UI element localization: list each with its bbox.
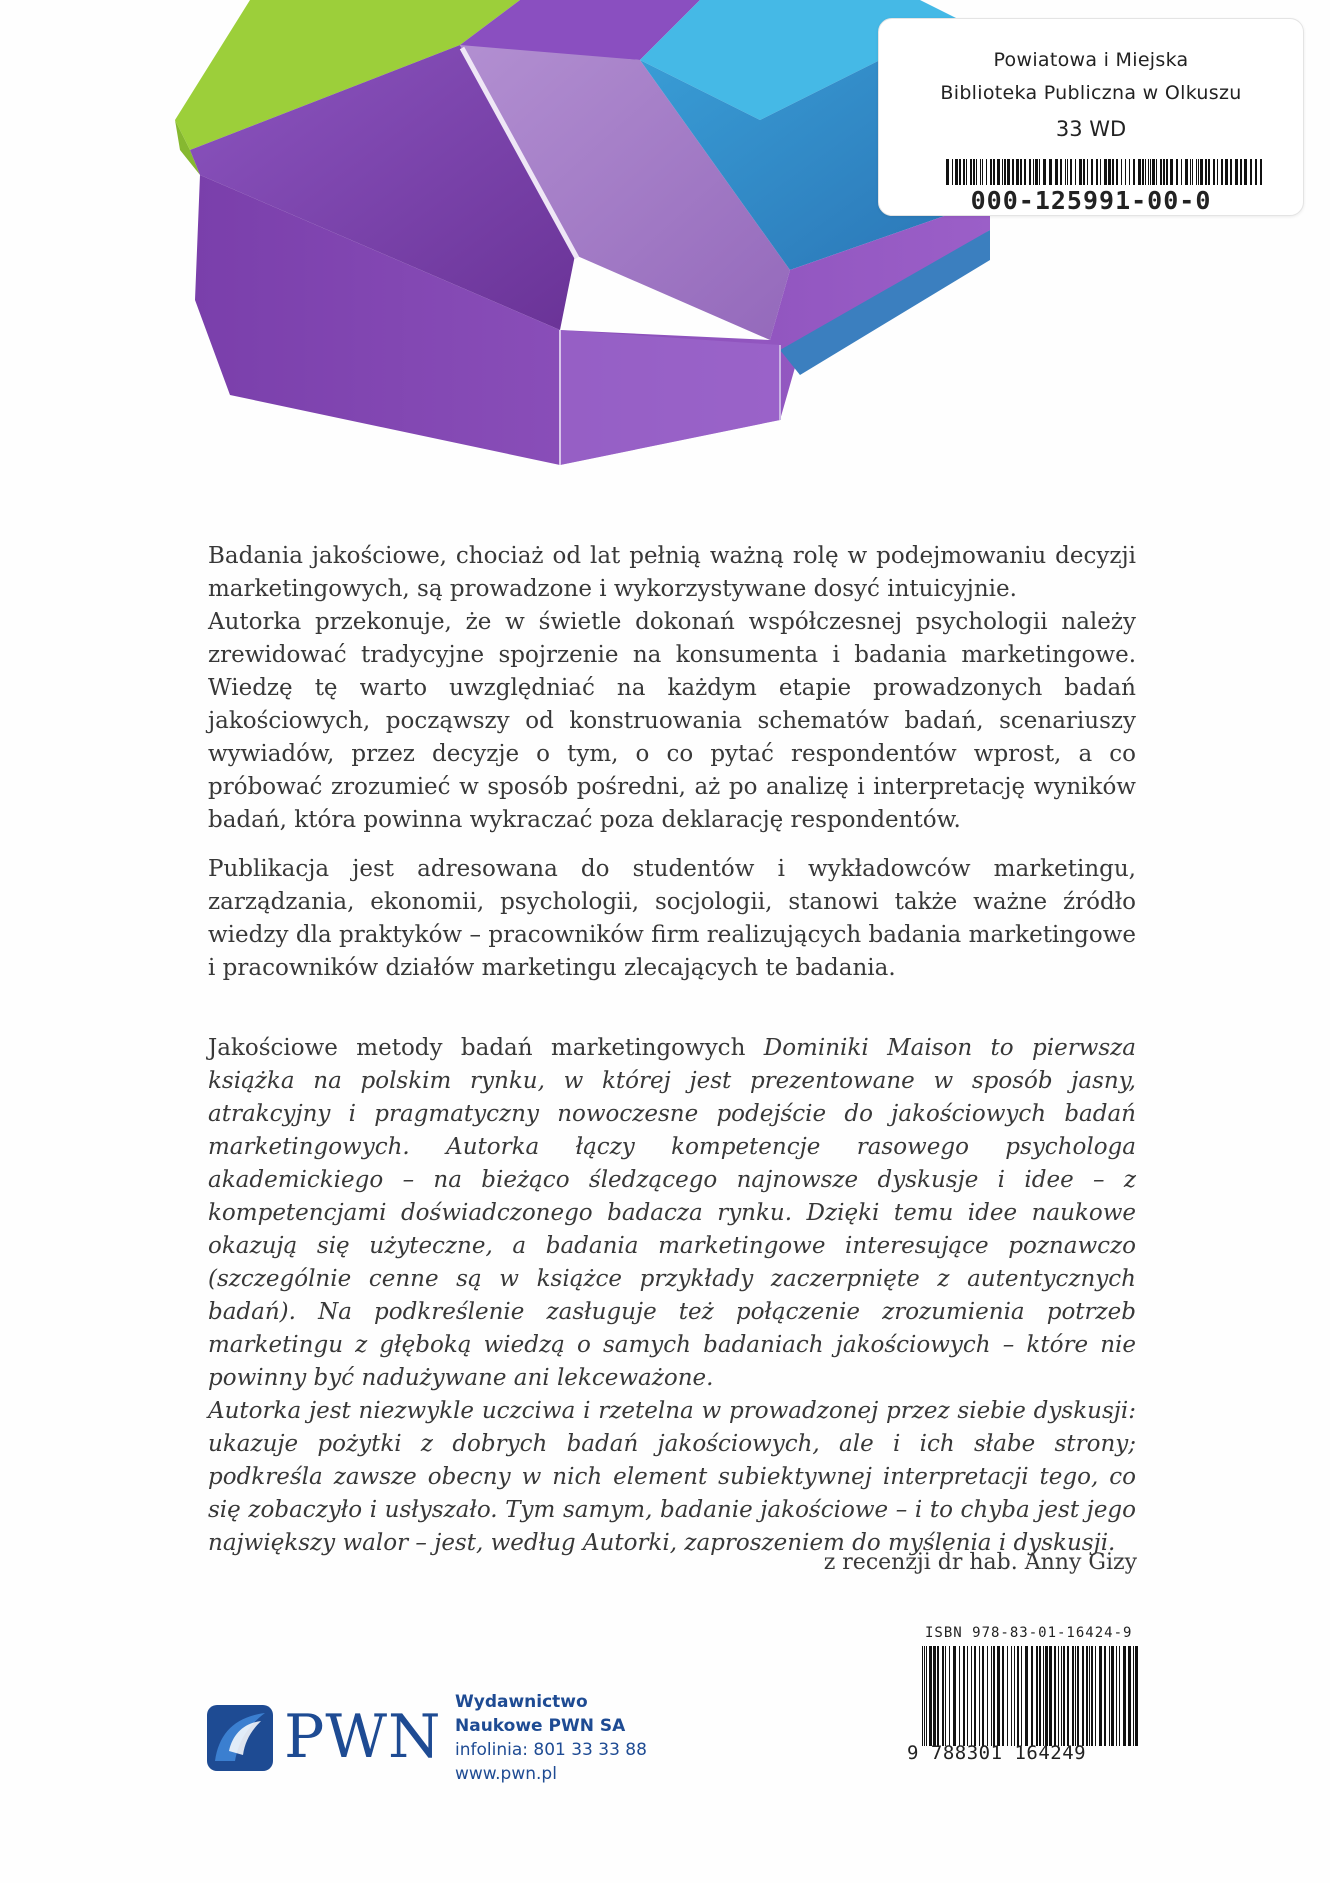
- barcode-bar: [924, 1646, 925, 1746]
- barcode-bar: [963, 1646, 965, 1746]
- barcode-bar: [1108, 159, 1111, 185]
- barcode-bar: [1043, 1646, 1044, 1746]
- barcode-bar: [1145, 159, 1146, 185]
- barcode-bar: [1007, 159, 1010, 185]
- barcode-bar: [1163, 159, 1165, 185]
- barcode-bar: [1002, 159, 1003, 185]
- review-paragraph-1: [208, 1032, 1136, 1395]
- barcode-bar: [1083, 159, 1085, 185]
- barcode-bar: [1121, 159, 1122, 185]
- library-name-line2: Biblioteka Publiczna w Olkuszu: [940, 82, 1242, 104]
- barcode-bar: [1007, 1646, 1008, 1746]
- barcode-bar: [1011, 1646, 1012, 1746]
- barcode-bar: [963, 159, 965, 185]
- barcode-bar: [1075, 159, 1076, 185]
- barcode-bar: [926, 1646, 927, 1746]
- barcode-bar: [1260, 159, 1262, 185]
- barcode-bar: [1217, 159, 1218, 185]
- barcode-bar: [1086, 1646, 1088, 1746]
- barcode-bar: [1123, 1646, 1126, 1746]
- barcode-bar: [1192, 159, 1193, 185]
- barcode-bar: [1148, 159, 1149, 185]
- barcode-bar: [1014, 1646, 1015, 1746]
- barcode-bar: [1061, 1646, 1062, 1746]
- barcode-bar: [1244, 159, 1247, 185]
- barcode-bar: [1205, 159, 1207, 185]
- publisher-website: www.pwn.pl: [455, 1764, 557, 1784]
- barcode-bar: [1035, 159, 1038, 185]
- barcode-bar: [967, 1646, 968, 1746]
- barcode-bar: [1049, 1646, 1052, 1746]
- barcode-bar: [970, 159, 972, 185]
- barcode-bar: [1185, 159, 1188, 185]
- barcode-bar: [955, 159, 958, 185]
- barcode-bar: [1043, 159, 1046, 185]
- library-name-line1: Powiatowa i Miejska: [993, 49, 1189, 71]
- description-paragraph-2: Autorka przekonuje, że w świetle dokonań współczesnej psychologii należy zrewidować tradycyjne spojrzenie na konsumenta i badania marketingowe. Wiedzę tę warto uwzględniać na każdym etapie prowadzonych badań jakościowych, począwszy od konstruowania schematów badań, scenariuszy wywiadów, przez decyzje o tym, o co pytać respondentów wprost, a co próbować zrozumieć w sposób pośredni, aż po analizę i interpretację wyników badań, która powinna wykraczać poza deklarację respondentów.: [208, 609, 1136, 833]
- review-signature: z recenzji dr hab. Anny Gizy: [823, 1550, 1137, 1575]
- barcode-bar: [1021, 1646, 1022, 1746]
- barcode-bar: [1128, 1646, 1131, 1746]
- barcode-bar: [1100, 159, 1101, 185]
- barcode-bar: [976, 159, 977, 185]
- barcode-bar: [1082, 1646, 1084, 1746]
- isbn-digits: 9 788301 164249: [907, 1742, 1087, 1764]
- barcode-bar: [1125, 159, 1126, 185]
- review-book-title: Jakościowe metody badań marketingowych: [208, 1035, 746, 1061]
- barcode-bar: [1198, 159, 1199, 185]
- barcode-bar: [1176, 159, 1178, 185]
- barcode-bar: [990, 159, 992, 185]
- description-paragraph-1: Badania jakościowe, chociaż od lat pełnią ważną rolę w podejmowaniu decyzji marketingowych, są prowadzone i wykorzystywane dosyć intuicyjnie.: [208, 543, 1136, 602]
- publisher-line-1: Wydawnictwo: [455, 1692, 588, 1712]
- review-text: [208, 1032, 1136, 1560]
- barcode-bar: [1020, 159, 1022, 185]
- barcode-bar: [1135, 1646, 1138, 1746]
- barcode-bar: [982, 1646, 984, 1746]
- isbn-barcode: [922, 1646, 1138, 1754]
- barcode-bar: [1119, 1646, 1120, 1746]
- barcode-bar: [949, 1646, 950, 1746]
- barcode-bar: [1213, 159, 1215, 185]
- barcode-bar: [942, 1646, 944, 1746]
- barcode-bar: [991, 1646, 992, 1746]
- barcode-bar: [1190, 159, 1191, 185]
- barcode-bar: [1033, 159, 1034, 185]
- barcode-bar: [1089, 1646, 1090, 1746]
- barcode-bar: [993, 159, 995, 185]
- barcode-bar: [1235, 159, 1238, 185]
- barcode-bar: [1099, 1646, 1102, 1746]
- barcode-bar: [1025, 1646, 1028, 1746]
- barcode-bar: [1024, 159, 1026, 185]
- barcode-bar: [1065, 159, 1066, 185]
- barcode-bar: [1075, 1646, 1076, 1746]
- barcode-bar: [946, 159, 949, 185]
- barcode-bar: [1070, 159, 1072, 185]
- barcode-bar: [1036, 1646, 1038, 1746]
- barcode-bar: [1255, 159, 1257, 185]
- barcode-bar: [1129, 159, 1130, 185]
- barcode-bar: [959, 1646, 960, 1746]
- barcode-bar: [1250, 159, 1252, 185]
- barcode-bar: [1091, 1646, 1093, 1746]
- barcode-bar: [1045, 1646, 1048, 1746]
- barcode-bar: [1067, 1646, 1069, 1746]
- barcode-bar: [1116, 159, 1118, 185]
- barcode-bar: [1060, 159, 1062, 185]
- barcode-bar: [1116, 1646, 1117, 1746]
- barcode-bar: [1002, 1646, 1004, 1746]
- barcode-bar: [1150, 159, 1151, 185]
- barcode-bar: [1095, 1646, 1096, 1746]
- library-number: 000-125991-00-0: [970, 186, 1212, 215]
- pwn-logo-text: PWN: [284, 1702, 442, 1772]
- review-body-1: Dominiki Maison to pierwsza książka na polskim rynku, w której jest prezentowane w sposób jasny, atrakcyjny i pragmatyczny nowoczesne podejście do jakościowych badań marketingowych. Autorka łączy kompetencje rasowego psychologa akademickiego – na bieżąco śledzącego najnowsze dyskusje i idee – z kompetencjami doświadczonego badacza rynku. Dzięki temu idee naukowe okazują się użyteczne, a badania marketingowe interesujące poznawczo (szczególnie cenne są w książce przykłady zaczerpnięte z autentycznych badań). Na podkreślenie zasługuje też połączenie zrozumienia potrzeb marketingu z głęboką wiedzą o samych badaniach jakościowych – które nie powinny być nadużywane ani lekceważone.: [208, 1035, 1137, 1391]
- barcode-bar: [1104, 1646, 1106, 1746]
- pwn-logo-icon: [205, 1703, 275, 1773]
- barcode-bar: [952, 159, 953, 185]
- isbn-label: ISBN 978-83-01-16424-9: [925, 1625, 1133, 1641]
- barcode-bar: [974, 1646, 976, 1746]
- barcode-bar: [1016, 159, 1019, 185]
- barcode-bar: [1133, 159, 1135, 185]
- publisher-line-2: Naukowe PWN SA: [455, 1716, 626, 1736]
- barcode-bar: [986, 159, 987, 185]
- barcode-bar: [1109, 1646, 1110, 1746]
- barcode-bar: [1138, 159, 1141, 185]
- barcode-bar: [997, 1646, 1000, 1746]
- barcode-bar: [1096, 159, 1098, 185]
- barcode-bar: [979, 1646, 980, 1746]
- barcode-bar: [971, 1646, 972, 1746]
- barcode-bar: [1031, 1646, 1033, 1746]
- barcode-bar: [997, 159, 1000, 185]
- barcode-bar: [1230, 159, 1232, 185]
- barcode-bar: [1166, 159, 1168, 185]
- publisher-info: [455, 1690, 647, 1786]
- barcode-bar: [1058, 1646, 1059, 1746]
- barcode-bar: [993, 1646, 995, 1746]
- barcode-bar: [1017, 1646, 1019, 1746]
- description-text: [208, 540, 1136, 985]
- barcode-bar: [987, 1646, 988, 1746]
- barcode-bar: [1112, 159, 1114, 185]
- barcode-bar: [1087, 159, 1088, 185]
- barcode-bar: [922, 1646, 923, 1746]
- barcode-bar: [1012, 159, 1014, 185]
- barcode-bar: [1133, 1646, 1134, 1746]
- barcode-bar: [980, 159, 981, 185]
- barcode-bar: [1049, 159, 1052, 185]
- barcode-bar: [1221, 159, 1223, 185]
- barcode-bar: [1142, 159, 1144, 185]
- barcode-bar: [1079, 159, 1082, 185]
- barcode-bar: [1054, 1646, 1056, 1746]
- barcode-bar: [1077, 1646, 1079, 1746]
- barcode-bar: [1200, 159, 1203, 185]
- barcode-bar: [1039, 1646, 1041, 1746]
- barcode-bar: [959, 159, 961, 185]
- barcode-bar: [973, 159, 975, 185]
- barcode-bar: [953, 1646, 956, 1746]
- barcode-bar: [945, 1646, 946, 1746]
- barcode-bar: [929, 1646, 932, 1746]
- barcode-bar: [1196, 159, 1197, 185]
- barcode-bar: [1152, 159, 1155, 185]
- barcode-bar: [1104, 159, 1107, 185]
- barcode-bar: [1055, 159, 1058, 185]
- barcode-bar: [982, 159, 983, 185]
- barcode-bar: [1170, 159, 1173, 185]
- description-paragraph-3: Publikacja jest adresowana do studentów i wykładowców marketingu, zarządzania, ekonomii, psychologii, socjologii, stanowi także ważne źródło wiedzy dla praktyków – pracowników firm realizujących badania marketingowe i pracowników działów marketingu zlecających te badania.: [208, 856, 1136, 981]
- barcode-bar: [1160, 159, 1162, 185]
- barcode-bar: [1181, 159, 1182, 185]
- barcode-bar: [1029, 159, 1031, 185]
- library-label: [878, 18, 1304, 216]
- publisher-phone: infolinia: 801 33 33 88: [455, 1740, 647, 1760]
- barcode-bar: [966, 159, 967, 185]
- barcode-bar: [1072, 1646, 1074, 1746]
- barcode-bar: [1004, 159, 1006, 185]
- barcode-bar: [1067, 159, 1068, 185]
- barcode-bar: [1091, 159, 1093, 185]
- barcode-bar: [1208, 159, 1210, 185]
- barcode-bar: [1063, 1646, 1065, 1746]
- review-paragraph-2: Autorka jest niezwykle uczciwa i rzetelna w prowadzonej przez siebie dyskusji: ukazuje pożytki z dobrych badań jakościowych, ale i ich słabe strony; podkreśla zawsze obecny w nich element subiektywnej interpretacji tego, co się zobaczyło i usłyszało. Tym samym, badanie jakościowe – i to chyba jest jego największy walor – jest, według Autorki, zaproszeniem do myślenia i dyskusji.: [208, 1398, 1136, 1556]
- barcode-bar: [1225, 159, 1228, 185]
- barcode-bar: [1111, 1646, 1114, 1746]
- barcode-bar: [1156, 159, 1157, 185]
- barcode-bar: [1039, 159, 1040, 185]
- barcode-bar: [933, 1646, 936, 1746]
- barcode-bar: [937, 1646, 939, 1746]
- library-shelf-code: 33 WD: [1055, 117, 1127, 141]
- barcode-bar: [1240, 159, 1242, 185]
